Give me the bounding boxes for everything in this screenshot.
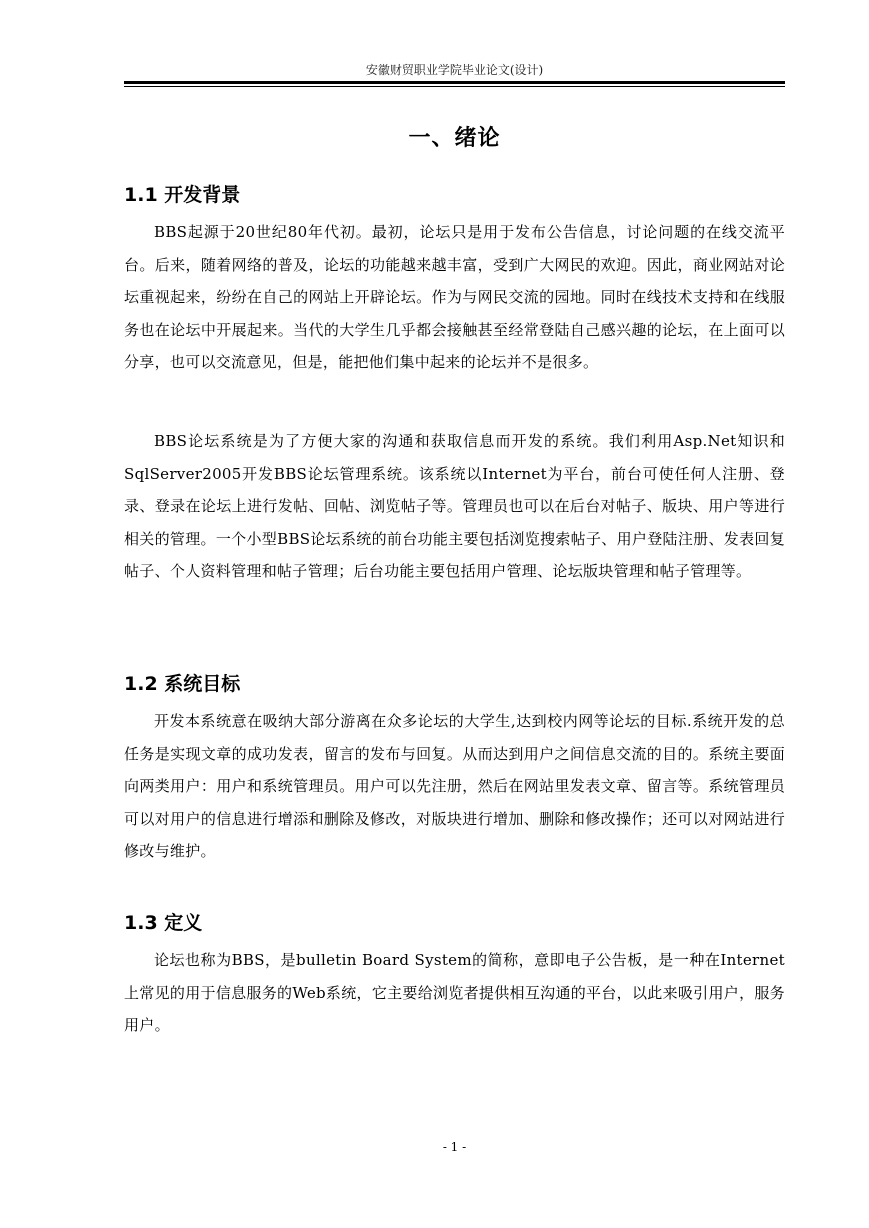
paragraph-1-1-a: BBS起源于20世纪80年代初。最初，论坛只是用于发布公告信息，讨论问题的在线交流平台。后来，随着网络的普及，论坛的功能越来越丰富，受到广大网民的欢迎。因此，商业网站对论坛重视起来，纷纷在自己的网站上开辟论坛。作为与网民交流的园地。同时在线技术支持和在线服务也在论坛中开展起来。当代的大学生几乎都会接触甚至经常登陆自己感兴趣的论坛，在上面可以分享，也可以交流意见，但是，能把他们集中起来的论坛并不是很多。 (124, 223, 785, 372)
page-number: - 1 - (442, 1140, 467, 1154)
section-heading-1-3: 1.3 定义 (124, 912, 203, 934)
paragraph-1-1-b: BBS论坛系统是为了方便大家的沟通和获取信息而开发的系统。我们利用Asp.Net知识和SqlServer2005开发BBS论坛管理系统。该系统以Internet为平台，前台可使任何人注册、登录、登录在论坛上进行发帖、回帖、浏览帖子等。管理员也可以在后台对帖子、版块、用户等进行相关的管理。一个小型BBS论坛系统的前台功能主要包括浏览搜索帖子、用户登陆注册、发表回复帖子、个人资料管理和帖子管理；后台功能主要包括用户管理、论坛版块管理和帖子管理等。 (124, 432, 785, 581)
running-header: 安徽财贸职业学院毕业论文(设计) (365, 63, 544, 77)
paragraph-1-3: 论坛也称为BBS，是bulletin Board System的简称，意即电子公告板，是一种在Internet上常见的用于信息服务的Web系统，它主要给浏览者提供相互沟通的平台，以此来吸引用户，服务用户。 (124, 951, 785, 1035)
paragraph-1-2: 开发本系统意在吸纳大部分游离在众多论坛的大学生,达到校内网等论坛的目标.系统开发的总任务是实现文章的成功发表，留言的发布与回复。从而达到用户之间信息交流的目的。系统主要面向两类用户：用户和系统管理员。用户可以先注册，然后在网站里发表文章、留言等。系统管理员可以对用户的信息进行增添和删除及修改，对版块进行增加、删除和修改操作；还可以对网站进行修改与维护。 (124, 712, 785, 861)
chapter-title: 一、绪论 (408, 126, 501, 151)
header-rule (124, 81, 785, 84)
section-heading-1-1: 1.1 开发背景 (124, 184, 241, 206)
header-rule-thin (124, 86, 785, 87)
section-heading-1-2: 1.2 系统目标 (124, 673, 241, 695)
